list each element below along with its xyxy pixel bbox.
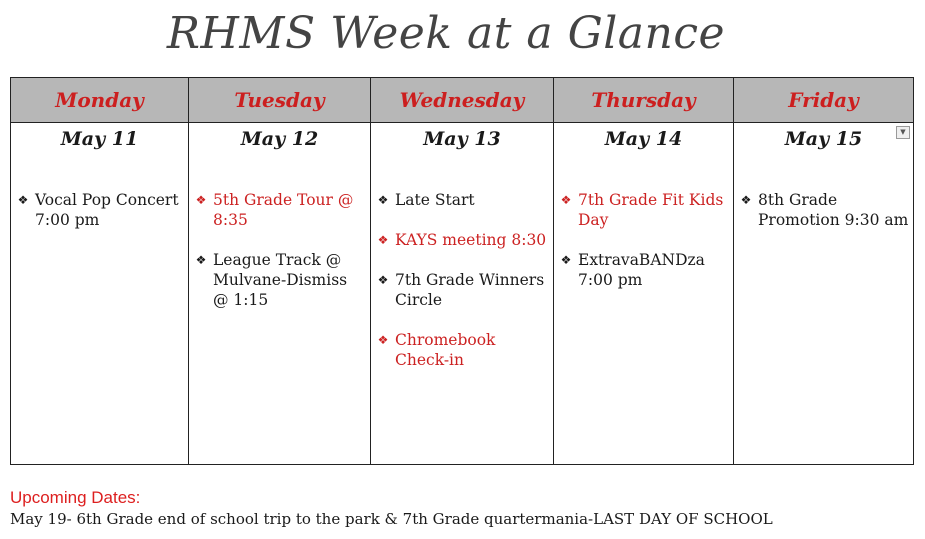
diamond-bullet-icon: ❖ (560, 253, 572, 267)
dropdown-arrow-icon[interactable]: ▼ (896, 126, 910, 139)
day-header-row (11, 78, 914, 123)
event-item (371, 270, 549, 310)
day-header-wednesday: Wednesday (371, 78, 554, 123)
upcoming-dates-text: May 19- 6th Grade end of school trip to the park & 7th Grade quartermania-LAST DAY OF SCHOOL (10, 510, 773, 528)
event-item (734, 190, 909, 230)
day-date: May 15 (784, 128, 863, 150)
event-text: League Track @ Mulvane-Dismiss @ 1:15 (213, 251, 348, 309)
upcoming-dates-label: Upcoming Dates: (10, 488, 141, 507)
diamond-bullet-icon: ❖ (560, 193, 572, 207)
event-text: 7th Grade Fit Kids Day (578, 191, 724, 229)
event-item (371, 190, 549, 210)
diamond-bullet-icon: ❖ (17, 193, 29, 207)
event-list (11, 190, 188, 230)
day-header-monday: Monday (11, 78, 189, 123)
week-table (10, 77, 914, 465)
event-list (734, 190, 913, 230)
day-date: May 12 (240, 128, 319, 150)
day-date: May 13 (423, 128, 501, 150)
event-text: Chromebook Check-in (395, 331, 496, 369)
event-text: Late Start (395, 191, 475, 209)
event-list (371, 190, 553, 370)
day-date: May 11 (60, 128, 139, 150)
diamond-bullet-icon: ❖ (377, 333, 389, 347)
event-item (189, 190, 366, 230)
event-item (189, 250, 366, 310)
day-cell-monday (11, 123, 189, 465)
day-header-friday: Friday (734, 78, 914, 123)
event-text: KAYS meeting 8:30 (395, 231, 547, 249)
diamond-bullet-icon: ❖ (195, 253, 207, 267)
event-item (371, 230, 549, 250)
event-list (554, 190, 733, 290)
diamond-bullet-icon: ❖ (377, 233, 389, 247)
event-text: Vocal Pop Concert 7:00 pm (35, 191, 179, 229)
event-item (554, 190, 729, 230)
day-cell-tuesday (189, 123, 371, 465)
day-cell-friday (734, 123, 914, 465)
day-content-row (11, 123, 914, 465)
diamond-bullet-icon: ❖ (377, 193, 389, 207)
event-text: 5th Grade Tour @ 8:35 (213, 191, 354, 229)
event-item (11, 190, 184, 230)
diamond-bullet-icon: ❖ (195, 193, 207, 207)
event-text: ExtravaBANDza 7:00 pm (578, 251, 705, 289)
page-title: RHMS Week at a Glance (166, 8, 726, 59)
event-text: 8th Grade Promotion 9:30 am (758, 191, 909, 229)
event-item (371, 330, 549, 370)
day-header-thursday: Thursday (554, 78, 734, 123)
diamond-bullet-icon: ❖ (377, 273, 389, 287)
day-cell-thursday (554, 123, 734, 465)
event-item (554, 250, 729, 290)
event-list (189, 190, 370, 310)
event-text: 7th Grade Winners Circle (395, 271, 545, 309)
day-header-tuesday: Tuesday (189, 78, 371, 123)
diamond-bullet-icon: ❖ (740, 193, 752, 207)
day-date: May 14 (604, 128, 683, 150)
day-cell-wednesday (371, 123, 554, 465)
